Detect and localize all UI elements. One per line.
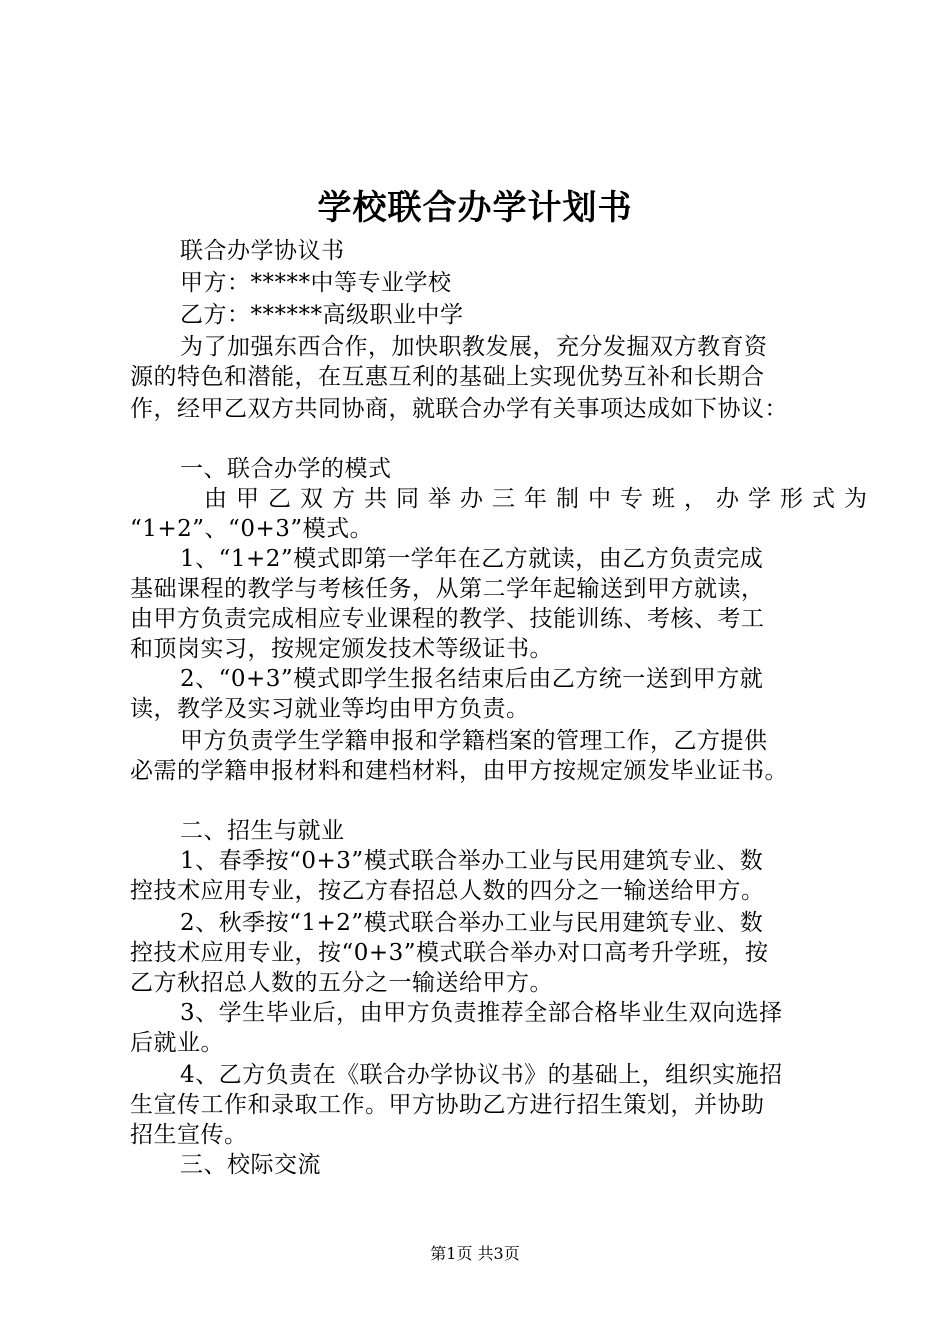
paragraph-line: 必需的学籍申报材料和建档材料，由甲方按规定颁发毕业证书。 [130,758,788,784]
paragraph-line: 4、乙方负责在《联合办学协议书》的基础上，组织实施招 [180,1062,783,1088]
paragraph-line: 源的特色和潜能，在互惠互利的基础上实现优势互补和长期合 [130,364,765,390]
paragraph-line: 2、“0+3”模式即学生报名结束后由乙方统一送到甲方就 [180,666,764,692]
paragraph-line: 生宣传工作和录取工作。甲方协助乙方进行招生策划，并协助 [130,1092,765,1118]
paragraph-line: 由甲乙双方共同举办三年制中专班，办学形式为 [204,486,876,512]
paragraph-line: 和顶岗实习，按规定颁发技术等级证书。 [130,636,553,662]
section-heading: 二、招生与就业 [180,818,345,844]
paragraph-line: 作，经甲乙双方共同协商，就联合办学有关事项达成如下协议： [130,396,788,422]
paragraph-line: 3、学生毕业后，由甲方负责推荐全部合格毕业生双向选择 [180,1000,783,1026]
paragraph-line: 1、“1+2”模式即第一学年在乙方就读，由乙方负责完成 [180,546,764,572]
party-b-line: 乙方：******高级职业中学 [180,302,464,328]
paragraph-line: 读，教学及实习就业等均由甲方负责。 [130,696,530,722]
paragraph-line: 为了加强东西合作，加快职教发展，充分发掘双方教育资 [180,334,768,360]
paragraph-line: 基础课程的教学与考核任务，从第二学年起输送到甲方就读， [130,576,765,602]
paragraph-line: 由甲方负责完成相应专业课程的教学、技能训练、考核、考工 [130,606,765,632]
paragraph-line: 招生宣传。 [130,1122,248,1148]
paragraph-line: “1+2”、“0+3”模式。 [130,516,374,542]
paragraph-line: 控技术应用专业，按“0+3”模式联合举办对口高考升学班，按 [130,940,769,966]
paragraph-line: 2、秋季按“1+2”模式联合举办工业与民用建筑专业、数 [180,910,764,936]
document-title: 学校联合办学计划书 [317,188,633,228]
paragraph-line: 后就业。 [130,1030,224,1056]
section-heading: 一、联合办学的模式 [180,456,392,482]
agreement-heading: 联合办学协议书 [180,238,345,264]
page-number-footer: 第1页 共3页 [430,1244,520,1263]
paragraph-line: 乙方秋招总人数的五分之一输送给甲方。 [130,970,553,996]
section-heading: 三、校际交流 [180,1152,321,1178]
party-a-line: 甲方：*****中等专业学校 [180,270,452,296]
paragraph-line: 控技术应用专业，按乙方春招总人数的四分之一输送给甲方。 [130,878,765,904]
paragraph-line: 甲方负责学生学籍申报和学籍档案的管理工作，乙方提供 [180,728,768,754]
paragraph-line: 1、春季按“0+3”模式联合举办工业与民用建筑专业、数 [180,848,764,874]
